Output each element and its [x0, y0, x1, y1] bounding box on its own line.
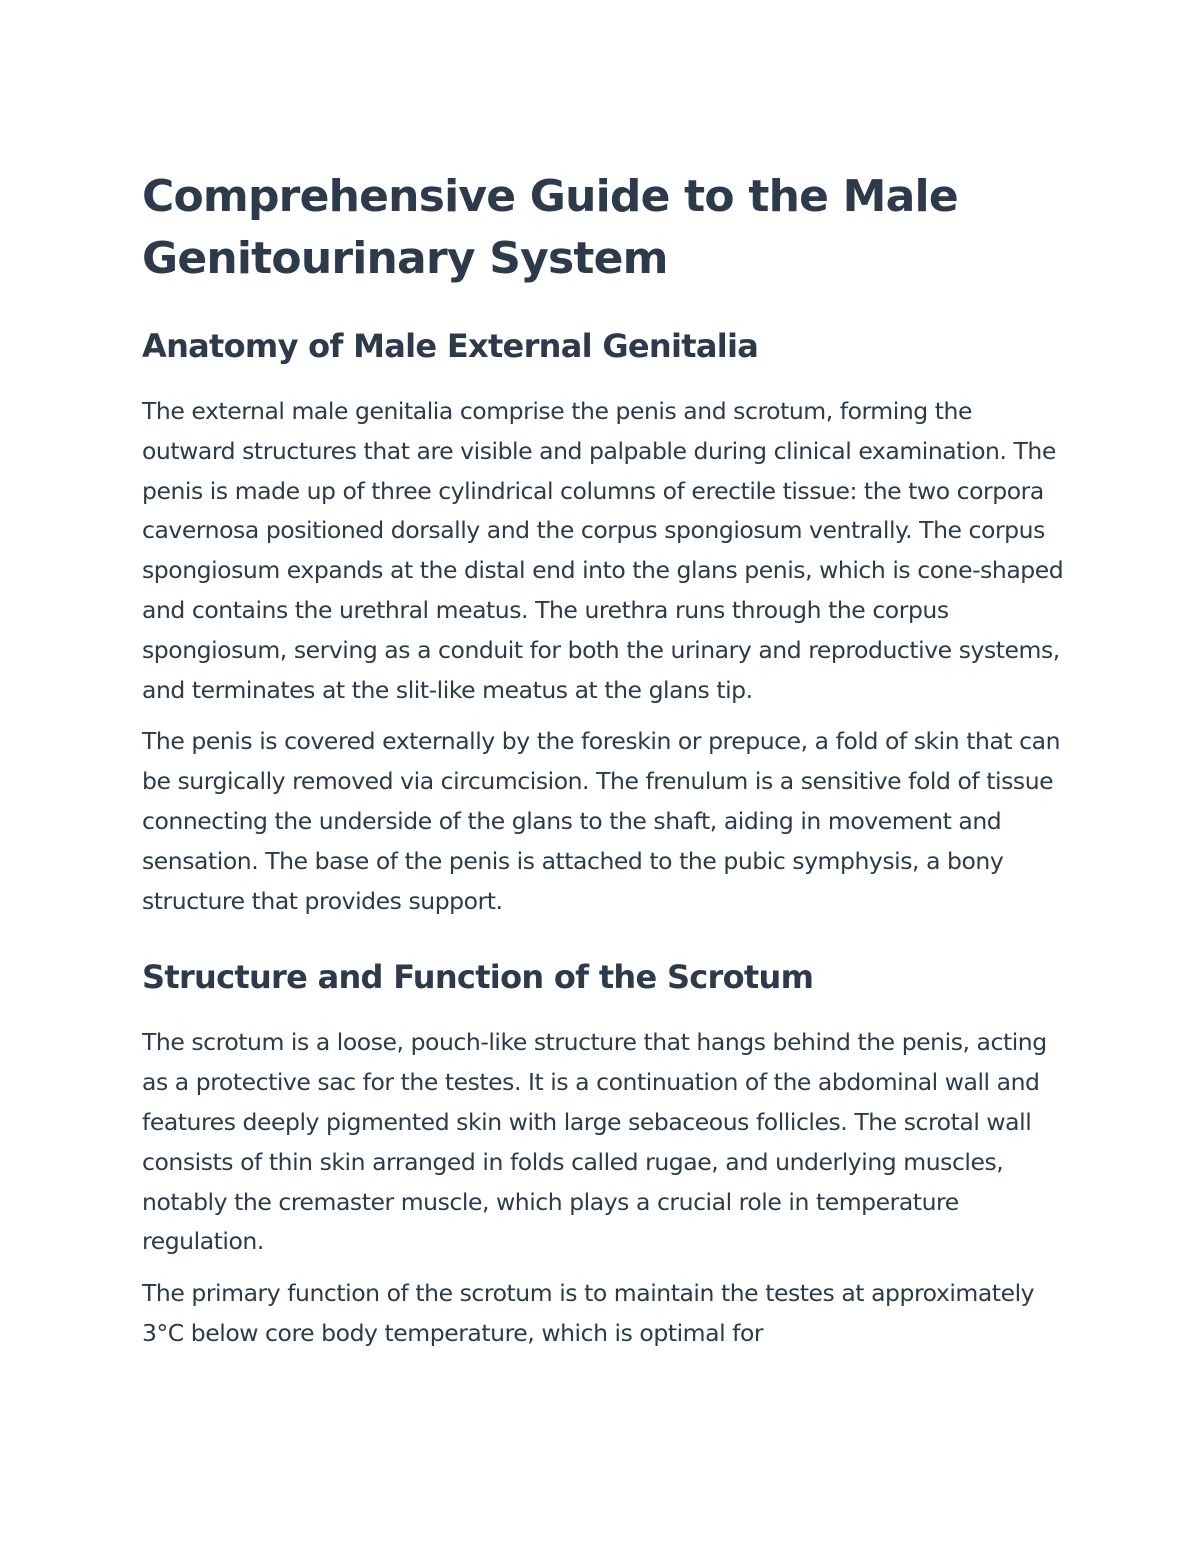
paragraph-scrotum-1: The scrotum is a loose, pouch-like structure that hangs behind the penis, acting as a protective sac for the testes. It is a continuation of the abdominal wall and features deeply pigmented skin with large sebaceous follicles. The scrotal wall consists of thin skin arranged in folds called rugae, and underlying muscles, notably the cremaster muscle, which plays a crucial role in temperature regulation. — [142, 1028, 1047, 1256]
document-title: Comprehensive Guide to the Male Genitourinary System — [142, 171, 958, 284]
document-page — [142, 166, 1067, 1354]
paragraph-anatomy-2: The penis is covered externally by the foreskin or prepuce, a fold of skin that can be surgically removed via circumcision. The frenulum is a sensitive fold of tissue connecting the underside of the glans to the shaft, aiding in movement and sensation. The base of the penis is attached to the pubic symphysis, a bony structure that provides support. — [142, 727, 1061, 915]
section-heading-scrotum: Structure and Function of the Scrotum — [142, 958, 814, 997]
paragraph-anatomy-1: The external male genitalia comprise the penis and scrotum, forming the outward structures that are visible and palpable during clinical examination. The penis is made up of three cylindrical columns of erectile tissue: the two corpora cavernosa positioned dorsally and the corpus spongiosum ventrally. The corpus spongiosum expands at the distal end into the glans penis, which is cone-shaped and contains the urethral meatus. The urethra runs through the corpus spongiosum, serving as a conduit for both the urinary and reproductive systems, and terminates at the slit-like meatus at the glans tip. — [142, 397, 1064, 704]
section-heading-anatomy: Anatomy of Male External Genitalia — [142, 327, 759, 365]
section-scrotum — [142, 957, 1067, 1353]
section-anatomy — [142, 326, 1067, 921]
paragraph-scrotum-2: The primary function of the scrotum is to maintain the testes at approximately 3°C below core body temperature, which is optimal for — [142, 1279, 1035, 1347]
